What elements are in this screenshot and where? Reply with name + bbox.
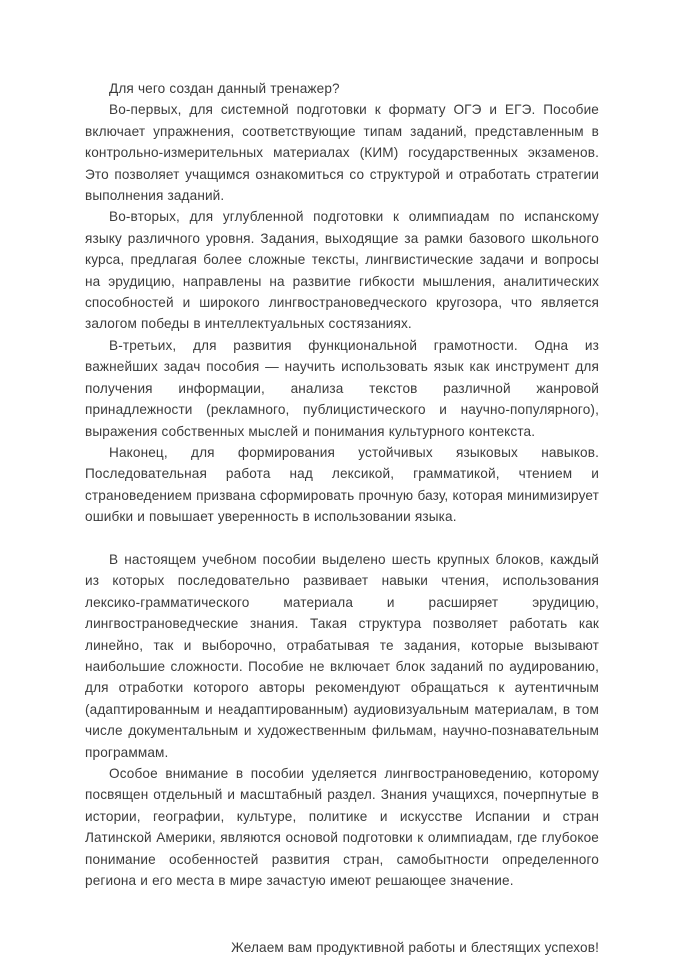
paragraph-point-third: В-третьих, для развития функциональной грамотности. Одна из важнейших задач пособия — научить использовать язык как инструмент для получения информации, анализа текстов различной жанровой принадлежности (рекламного, публицистического и научно-популярного), выражения собственных мыслей и понимания культурного контекста.	[85, 337, 599, 439]
paragraph-linguocultural-focus: Особое внимание в пособии уделяется лингвострановедению, которому посвящен отдельный и масштабный раздел. Знания учащихся, почерпнутые в истории, географии, культуре, политике и искусстве Испании и стран Латинской Америки, являются основой подготовки к олимпиадам, где глубокое понимание особенностей развития стран, самобытности определенного региона и его места в мире зачастую имеют решающее значение.	[85, 765, 599, 889]
body-text-column	[85, 78, 599, 959]
paragraph-intro-question: Для чего создан данный тренажер?	[109, 81, 340, 96]
paragraph-point-second: Во-вторых, для углубленной подготовки к олимпиадам по испанскому языку различного уровня. Задания, выходящие за рамки базового школьного курса, предлагая более сложные тексты, лингвистические задачи и вопросы на эрудицию, направлены на развитие гибкости мышления, аналитических способностей и широкого лингвострановедческого кругозора, что является залогом победы в интеллектуальных состязаниях.	[85, 209, 599, 332]
paragraph-structure-blocks: В настоящем учебном пособии выделено шесть крупных блоков, каждый из которых последовательно развивает навыки чтения, использования лексико-грамматического материала и расширяет эрудицию, лингвострановедческие знания. Такая структура позволяет работать как линейно, так и выборочно, отрабатывая те задания, которые вызывают наибольшие сложности. Пособие не включает блок заданий по аудированию, для отработки которого авторы рекомендуют обращаться к аутентичным (адаптированным и неадаптированным) аудиовизуальным материалам, в том числе документальным и художественным фильмам, научно-познавательным программам.	[85, 551, 599, 760]
closing-wish-line: Желаем вам продуктивной работы и блестящих успехов!	[231, 940, 599, 956]
paragraph-point-finally: Наконец, для формирования устойчивых языковых навыков. Последовательная работа над лексикой, грамматикой, чтением и страноведением призвана сформировать прочную базу, которая минимизирует ошибки и повышает уверенность в использовании языка.	[85, 444, 599, 525]
paragraph-point-first: Во-первых, для системной подготовки к формату ОГЭ и ЕГЭ. Пособие включает упражнения, соответствующие типам заданий, представленным в контрольно-измерительных материалах (КИМ) государственных экзаменов. Это позволяет учащимся ознакомиться со структурой и отработать стратегии выполнения заданий.	[85, 102, 599, 204]
